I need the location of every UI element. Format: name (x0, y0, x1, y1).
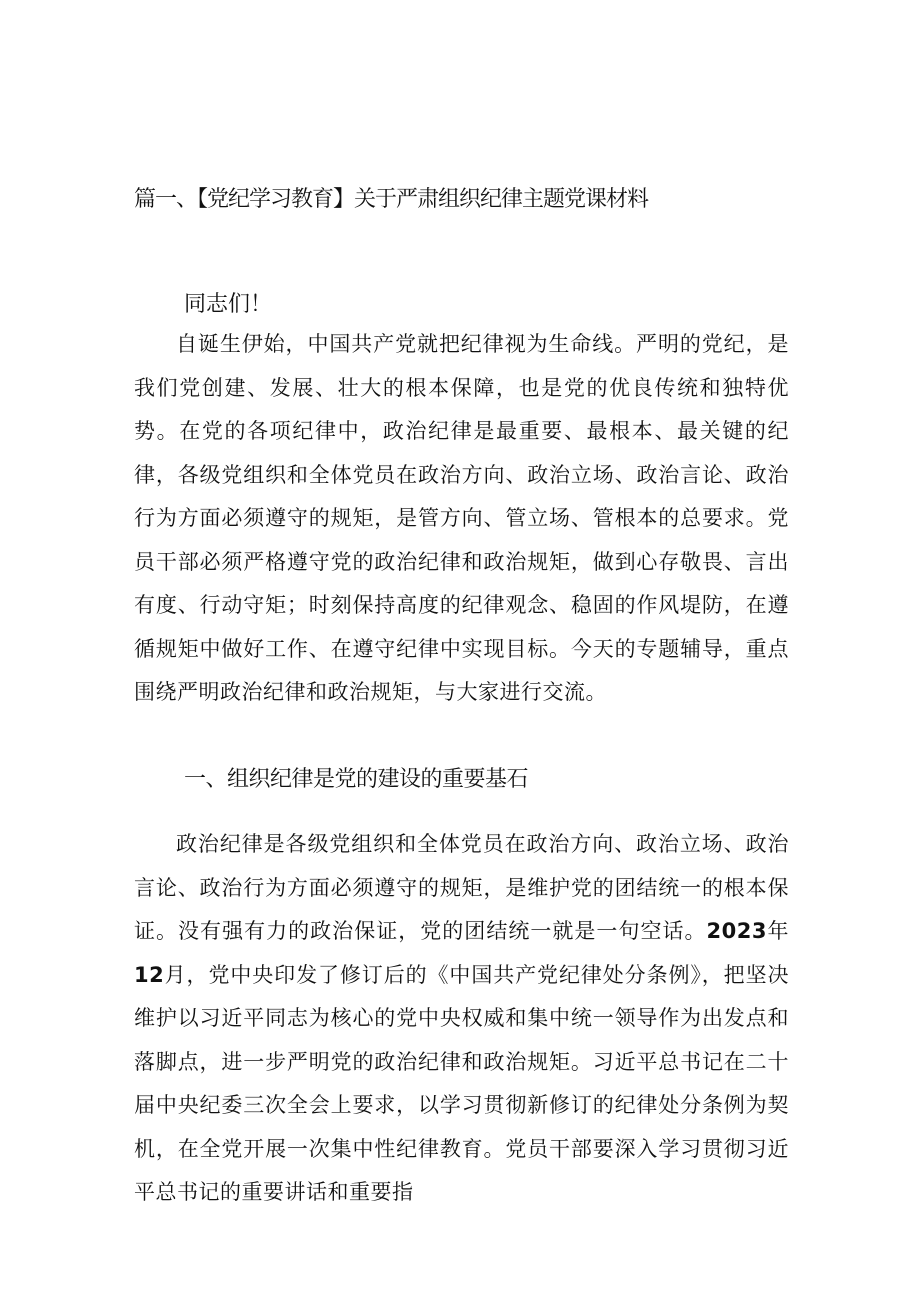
year-number: 2023 (706, 919, 767, 943)
section-heading: 一、组织纪律是党的建设的重要基石 (184, 767, 529, 792)
section-paragraph-part1: 政治纪律是各级党组织和全体党员在政治方向、政治立场、政治言论、政治行为方面必须遵守的规矩，是维护党的团结统一的根本保证。没有强有力的政治保证，党的团结统一就是一句空话。 (134, 832, 789, 943)
intro-paragraph: 自诞生伊始，中国共产党就把纪律视为生命线。严明的党纪，是我们党创建、发展、壮大的根本保障，也是党的优良传统和独特优势。在党的各项纪律中，政治纪律是最重要、最根本、最关键的纪律，各级党组织和全体党员在政治方向、政治立场、政治言论、政治行为方面必须遵守的规矩，是管方向、管立场、管根本的总要求。党员干部必须严格遵守党的政治纪律和政治规矩，做到心存敬畏、言出有度、行动守矩；时刻保持高度的纪律观念、稳固的作风堤防，在遵循规矩中做好工作、在遵守纪律中实现目标。今天的专题辅导，重点围绕严明政治纪律和政治规矩，与大家进行交流。 (134, 332, 789, 704)
section-paragraph (134, 823, 789, 1215)
year-unit: 年 (766, 919, 790, 943)
section-paragraph-part2: ，党中央印发了修订后的《中国共产党纪律处分条例》，把坚决维护以习近平同志为核心的党中央权威和集中统一领导作为出发点和落脚点，进一步严明党的政治纪律和政治规矩。习近平总书记在二十届中央纪委三次全会上要求，以学习贯彻新修订的纪律处分条例为契机，在全党开展一次集中性纪律教育。党员干部要深入学习贯彻习近平总书记的重要讲话和重要指 (134, 962, 789, 1204)
salutation: 同志们！ (184, 292, 273, 317)
month-number: 12 (134, 962, 165, 987)
month-unit: 月 (164, 962, 187, 987)
document-title: 篇一、【党纪学习教育】关于严肃组织纪律主题党课材料 (134, 187, 649, 212)
